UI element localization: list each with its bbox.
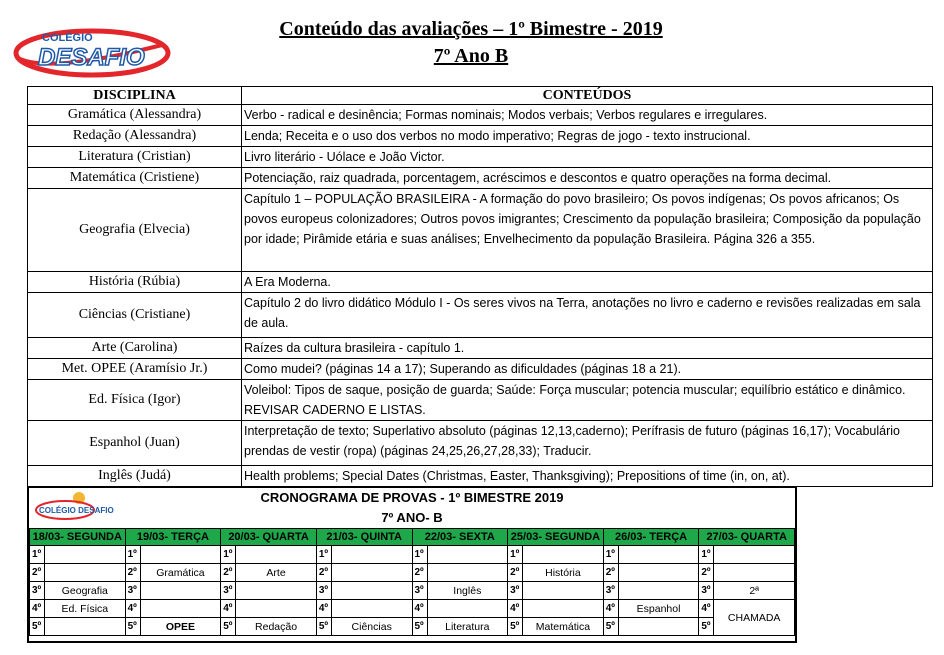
period-number: 5º [125, 618, 140, 636]
period-number: 2º [699, 564, 714, 582]
schedule-cell: Literatura [427, 618, 508, 636]
contents-cell: Lenda; Receita e o uso dos verbos no modo imperativo; Regras de jogo - texto instrucional. [242, 126, 933, 147]
schedule-cell [45, 618, 126, 636]
contents-row [28, 105, 933, 126]
schedule-cell [523, 600, 604, 618]
contents-row [28, 421, 933, 466]
discipline-cell: Espanhol (Juan) [28, 421, 242, 466]
schedule-cell [236, 600, 317, 618]
period-number: 2º [508, 564, 523, 582]
schedule-cell [427, 600, 508, 618]
logo-text-top: COLÉGIO [42, 32, 93, 44]
period-number: 3º [221, 582, 236, 600]
schedule-cell: Ed. Física [45, 600, 126, 618]
schedule-cell: Geografia [45, 582, 126, 600]
period-number: 5º [699, 618, 714, 636]
period-number: 2º [316, 564, 331, 582]
period-number: 3º [699, 582, 714, 600]
schedule-cell [523, 582, 604, 600]
header-discipline: DISCIPLINA [28, 87, 242, 105]
discipline-cell: Gramática (Alessandra) [28, 105, 242, 126]
period-number: 3º [30, 582, 45, 600]
contents-cell: Livro literário - Uólace e João Victor. [242, 147, 933, 168]
schedule-cell: Espanhol [618, 600, 699, 618]
schedule-period-row [30, 582, 795, 600]
schedule-cell: OPEE [140, 618, 221, 636]
period-number: 5º [316, 618, 331, 636]
period-number: 4º [412, 600, 427, 618]
period-number: 1º [412, 546, 427, 564]
schedule-grid [29, 528, 795, 636]
schedule-day: 21/03- QUINTA [316, 529, 412, 546]
schedule-cell: Inglês [427, 582, 508, 600]
contents-header-row [28, 87, 933, 105]
schedule-header [29, 488, 795, 528]
schedule-days-row [30, 529, 795, 546]
schedule-day: 19/03- TERÇA [125, 529, 221, 546]
schedule-cell [236, 582, 317, 600]
period-number: 4º [508, 600, 523, 618]
schedule-cell [45, 546, 126, 564]
contents-cell: Como mudei? (páginas 14 a 17); Superando as dificuldades (páginas 18 a 21). [242, 359, 933, 380]
discipline-cell: Redação (Alessandra) [28, 126, 242, 147]
discipline-cell: Inglês (Judá) [28, 466, 242, 487]
period-number: 1º [603, 546, 618, 564]
period-number: 3º [508, 582, 523, 600]
discipline-cell: História (Rúbia) [28, 272, 242, 293]
schedule-cell: Ciências [331, 618, 412, 636]
schedule-cell [618, 546, 699, 564]
period-number: 5º [412, 618, 427, 636]
schedule-cell: História [523, 564, 604, 582]
period-number: 1º [699, 546, 714, 564]
schedule-cell-chamada: CHAMADA [714, 600, 795, 636]
period-number: 2º [412, 564, 427, 582]
period-number: 5º [508, 618, 523, 636]
schedule-cell [331, 546, 412, 564]
schedule-cell [45, 564, 126, 582]
contents-table [27, 86, 933, 487]
discipline-cell: Literatura (Cristian) [28, 147, 242, 168]
discipline-cell: Ciências (Cristiane) [28, 293, 242, 338]
period-number: 2º [125, 564, 140, 582]
mini-logo-text: COLÉGIO DESAFIO [39, 506, 114, 515]
schedule-cell [618, 618, 699, 636]
period-number: 4º [603, 600, 618, 618]
period-number: 5º [603, 618, 618, 636]
exam-schedule [27, 486, 797, 643]
discipline-cell: Arte (Carolina) [28, 338, 242, 359]
contents-cell: Capítulo 1 – POPULAÇÃO BRASILEIRA - A formação do povo brasileiro; Os povos indígenas; Os povos africanos; Os povos europeus colonizadores; Outros povos imigrantes; Crescimento da população brasileira; Composição da população por idade; Pirâmide etária e suas análises; Envelhecimento da população Brasileira. Página 326 a 355. [242, 189, 933, 272]
period-number: 1º [316, 546, 331, 564]
period-number: 3º [412, 582, 427, 600]
contents-cell: Health problems; Special Dates (Christmas, Easter, Thanksgiving); Prepositions of time (in, on, at). [242, 466, 933, 487]
period-number: 4º [30, 600, 45, 618]
discipline-cell: Matemática (Cristiene) [28, 168, 242, 189]
period-number: 2º [603, 564, 618, 582]
period-number: 4º [316, 600, 331, 618]
logo-text-main: DESAFIO [38, 44, 145, 71]
schedule-period-row [30, 564, 795, 582]
period-number: 3º [316, 582, 331, 600]
period-number: 4º [699, 600, 714, 618]
schedule-cell [714, 546, 795, 564]
schedule-cell [427, 546, 508, 564]
contents-row [28, 189, 933, 272]
header-contents: CONTEÚDOS [242, 87, 933, 105]
schedule-day: 27/03- QUARTA [699, 529, 795, 546]
schedule-day: 25/03- SEGUNDA [508, 529, 604, 546]
colegio-desafio-logo [12, 23, 172, 79]
contents-cell: Raízes da cultura brasileira - capítulo 1. [242, 338, 933, 359]
schedule-cell: Matemática [523, 618, 604, 636]
period-number: 5º [221, 618, 236, 636]
schedule-cell [618, 582, 699, 600]
schedule-cell [427, 564, 508, 582]
schedule-period-row [30, 600, 795, 618]
period-number: 1º [30, 546, 45, 564]
contents-row [28, 338, 933, 359]
period-number: 2º [221, 564, 236, 582]
schedule-cell [331, 600, 412, 618]
schedule-cell: 2ª [714, 582, 795, 600]
period-number: 4º [221, 600, 236, 618]
schedule-cell [140, 600, 221, 618]
schedule-cell [331, 564, 412, 582]
period-number: 4º [125, 600, 140, 618]
contents-cell: A Era Moderna. [242, 272, 933, 293]
contents-cell: Verbo - radical e desinência; Formas nominais; Modos verbais; Verbos regulares e irregulares. [242, 105, 933, 126]
contents-cell: Voleibol: Tipos de saque, posição de guarda; Saúde: Força muscular; potencia muscular; equilíbrio estático e dinâmico. REVISAR CADERNO E LISTAS. [242, 380, 933, 421]
contents-cell: Potenciação, raiz quadrada, porcentagem, acréscimos e descontos e quatro operações na forma decimal. [242, 168, 933, 189]
schedule-cell [714, 564, 795, 582]
period-number: 3º [603, 582, 618, 600]
schedule-cell [140, 546, 221, 564]
discipline-cell: Geografia (Elvecia) [28, 189, 242, 272]
schedule-cell [523, 546, 604, 564]
schedule-title: CRONOGRAMA DE PROVAS - 1º BIMESTRE 2019 [260, 490, 564, 505]
schedule-period-row [30, 546, 795, 564]
period-number: 1º [125, 546, 140, 564]
schedule-cell: Gramática [140, 564, 221, 582]
schedule-subtitle: 7º ANO- B [381, 510, 443, 525]
contents-row [28, 293, 933, 338]
period-number: 5º [30, 618, 45, 636]
schedule-cell: Redação [236, 618, 317, 636]
discipline-cell: Met. OPEE (Aramísio Jr.) [28, 359, 242, 380]
page-title: Conteúdo das avaliações – 1º Bimestre - 2019 [279, 18, 663, 40]
schedule-cell: Arte [236, 564, 317, 582]
schedule-cell [140, 582, 221, 600]
contents-row [28, 380, 933, 421]
contents-row [28, 126, 933, 147]
contents-row [28, 359, 933, 380]
schedule-cell [331, 582, 412, 600]
schedule-period-row [30, 618, 795, 636]
schedule-day: 20/03- QUARTA [221, 529, 317, 546]
schedule-day: 26/03- TERÇA [603, 529, 699, 546]
contents-row [28, 147, 933, 168]
contents-row [28, 168, 933, 189]
discipline-cell: Ed. Física (Igor) [28, 380, 242, 421]
period-number: 1º [221, 546, 236, 564]
schedule-day: 22/03- SEXTA [412, 529, 508, 546]
contents-row [28, 466, 933, 487]
contents-cell: Capítulo 2 do livro didático Módulo I - Os seres vivos na Terra, anotações no livro e caderno e revisões realizadas em sala de aula. [242, 293, 933, 338]
schedule-cell [236, 546, 317, 564]
schedule-day: 18/03- SEGUNDA [30, 529, 126, 546]
period-number: 3º [125, 582, 140, 600]
period-number: 2º [30, 564, 45, 582]
schedule-cell [618, 564, 699, 582]
contents-row [28, 272, 933, 293]
contents-cell: Interpretação de texto; Superlativo absoluto (páginas 12,13,caderno); Perífrasis de futuro (páginas 16,17); Vocabulário prendas de vestir (ropa) (páginas 24,25,26,27,28,33); Traducir. [242, 421, 933, 466]
page-subtitle: 7º Ano B [433, 45, 509, 67]
period-number: 1º [508, 546, 523, 564]
